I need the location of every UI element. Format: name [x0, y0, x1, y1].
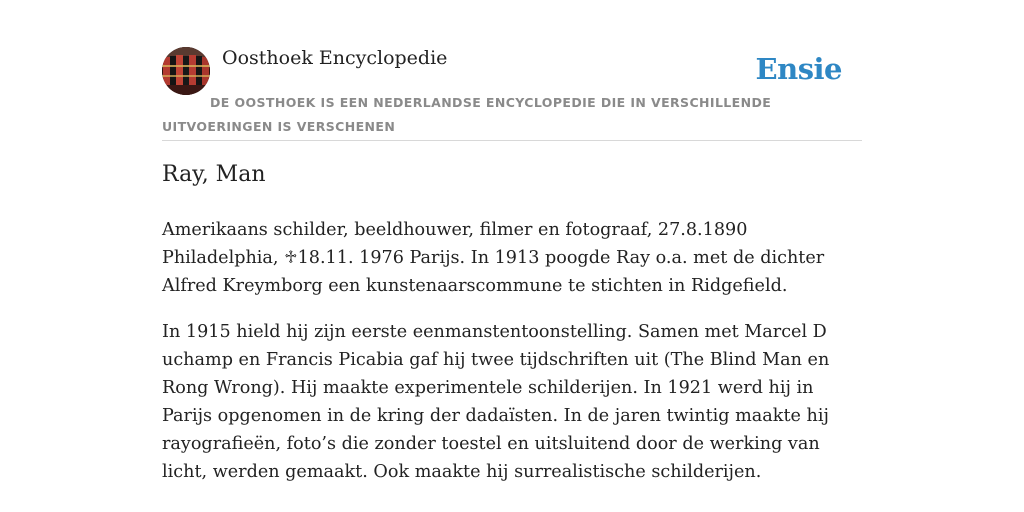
book-spines-icon	[162, 47, 210, 95]
source-description: DE OOSTHOEK IS EEN NEDERLANDSE ENCYCLOPEDIE DIE IN VERSCHILLENDE UITVOERINGEN IS VERSCHENEN	[162, 95, 772, 134]
article-paragraph-2: In 1915 hield hij zijn eerste eenmanstentoonstelling. Samen met Marcel D uchamp en Francis Picabia gaf hij twee tijdschriften uit (The Blind Man en Rong Wrong). Hij maakte experimentele schilderijen. In 1921 werd hij in Parijs opgenomen in de kring der dadaïsten. In de jaren twintig maakte hij rayografieën, foto’s die zonder toestel en uitsluitend door de werking van licht, werden gemaakt. Ook maakte hij surrealistische schilderijen.	[162, 322, 830, 482]
article-title: Ray, Man	[162, 162, 266, 187]
source-avatar[interactable]	[162, 47, 210, 95]
article-paragraph-1: Amerikaans schilder, beeldhouwer, filmer en fotograaf, 27.8.1890 Philadelphia, ♱18.11. 1976 Parijs. In 1913 poogde Ray o.a. met de dichter Alfred Kreymborg een kunstenaarscommune te stichten in Ridgefield.	[162, 220, 825, 296]
brand-logo[interactable]: Ensie	[755, 52, 842, 86]
source-header	[162, 44, 862, 141]
source-title[interactable]: Oosthoek Encyclopedie	[222, 47, 448, 69]
